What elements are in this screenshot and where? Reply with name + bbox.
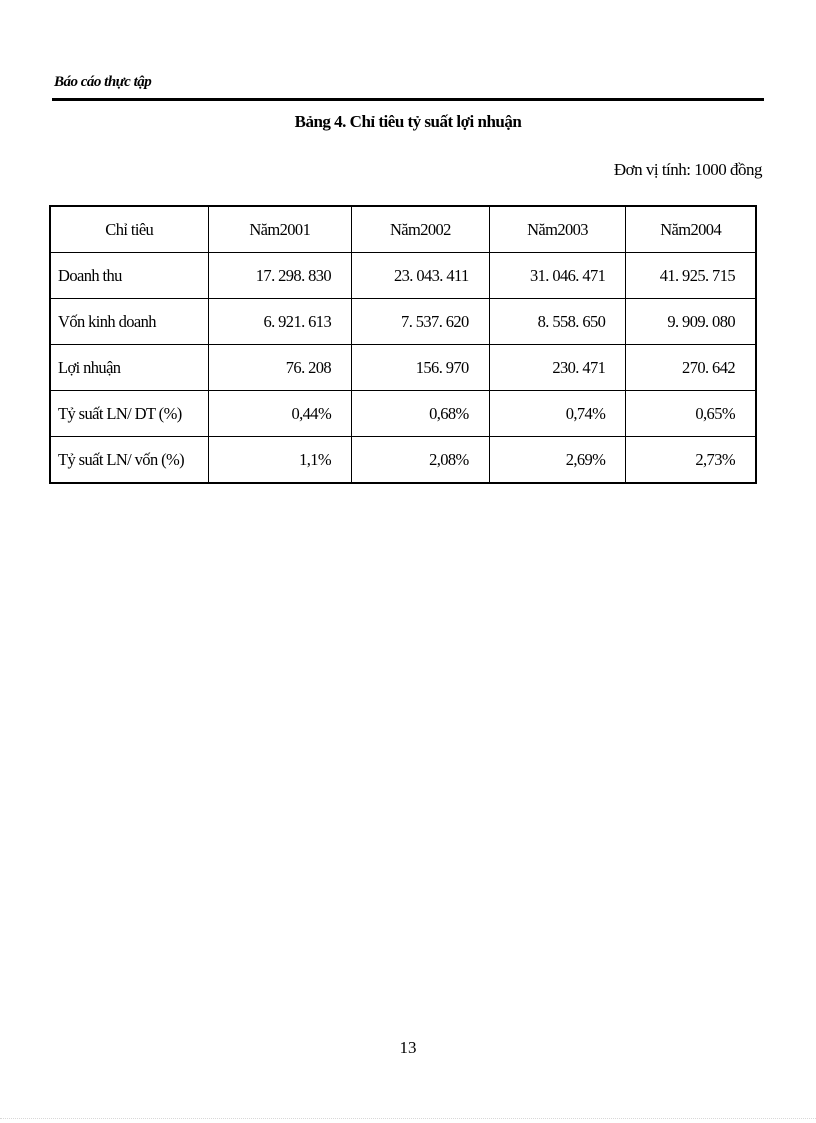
profit-ratio-table: [49, 205, 757, 484]
table-cell: 2,69%: [489, 437, 626, 484]
table-cell: 8. 558. 650: [489, 299, 626, 345]
table-cell: 1,1%: [208, 437, 352, 484]
table-cell: 17. 298. 830: [208, 253, 352, 299]
page-number: 13: [399, 1038, 417, 1057]
table-row: [50, 345, 756, 391]
column-header: Năm2004: [626, 206, 756, 253]
column-header: Năm2002: [352, 206, 490, 253]
table-cell: 23. 043. 411: [352, 253, 490, 299]
table-row: [50, 391, 756, 437]
table-cell: 0,68%: [352, 391, 490, 437]
column-header: Năm2001: [208, 206, 352, 253]
table-row: [50, 437, 756, 484]
table-title: Bảng 4. Chỉ tiêu tỷ suất lợi nhuận: [294, 112, 522, 131]
table-cell: 76. 208: [208, 345, 352, 391]
unit-note: Đơn vị tính: 1000 đồng: [613, 160, 762, 179]
page-header-title: Báo cáo thực tập: [54, 74, 152, 90]
table-cell: 0,44%: [208, 391, 352, 437]
table-cell: 270. 642: [626, 345, 756, 391]
row-label: Tỷ suất LN/ vốn (%): [50, 437, 208, 484]
table-cell: 230. 471: [489, 345, 626, 391]
table-cell: 0,65%: [626, 391, 756, 437]
table-cell: 9. 909. 080: [626, 299, 756, 345]
table-cell: 156. 970: [352, 345, 490, 391]
table-cell: 2,73%: [626, 437, 756, 484]
header-rule: [52, 98, 764, 101]
column-header: Chỉ tiêu: [50, 206, 208, 253]
table-header-row: [50, 206, 756, 253]
row-label: Vốn kinh doanh: [50, 299, 208, 345]
table-cell: 6. 921. 613: [208, 299, 352, 345]
table-row: [50, 299, 756, 345]
table-cell: 41. 925. 715: [626, 253, 756, 299]
row-label: Doanh thu: [50, 253, 208, 299]
table-cell: 7. 537. 620: [352, 299, 490, 345]
table-row: [50, 253, 756, 299]
table-cell: 2,08%: [352, 437, 490, 484]
table-cell: 31. 046. 471: [489, 253, 626, 299]
row-label: Tỷ suất LN/ DT (%): [50, 391, 208, 437]
column-header: Năm2003: [489, 206, 626, 253]
table-cell: 0,74%: [489, 391, 626, 437]
page-bottom-border: [0, 1118, 816, 1119]
row-label: Lợi nhuận: [50, 345, 208, 391]
